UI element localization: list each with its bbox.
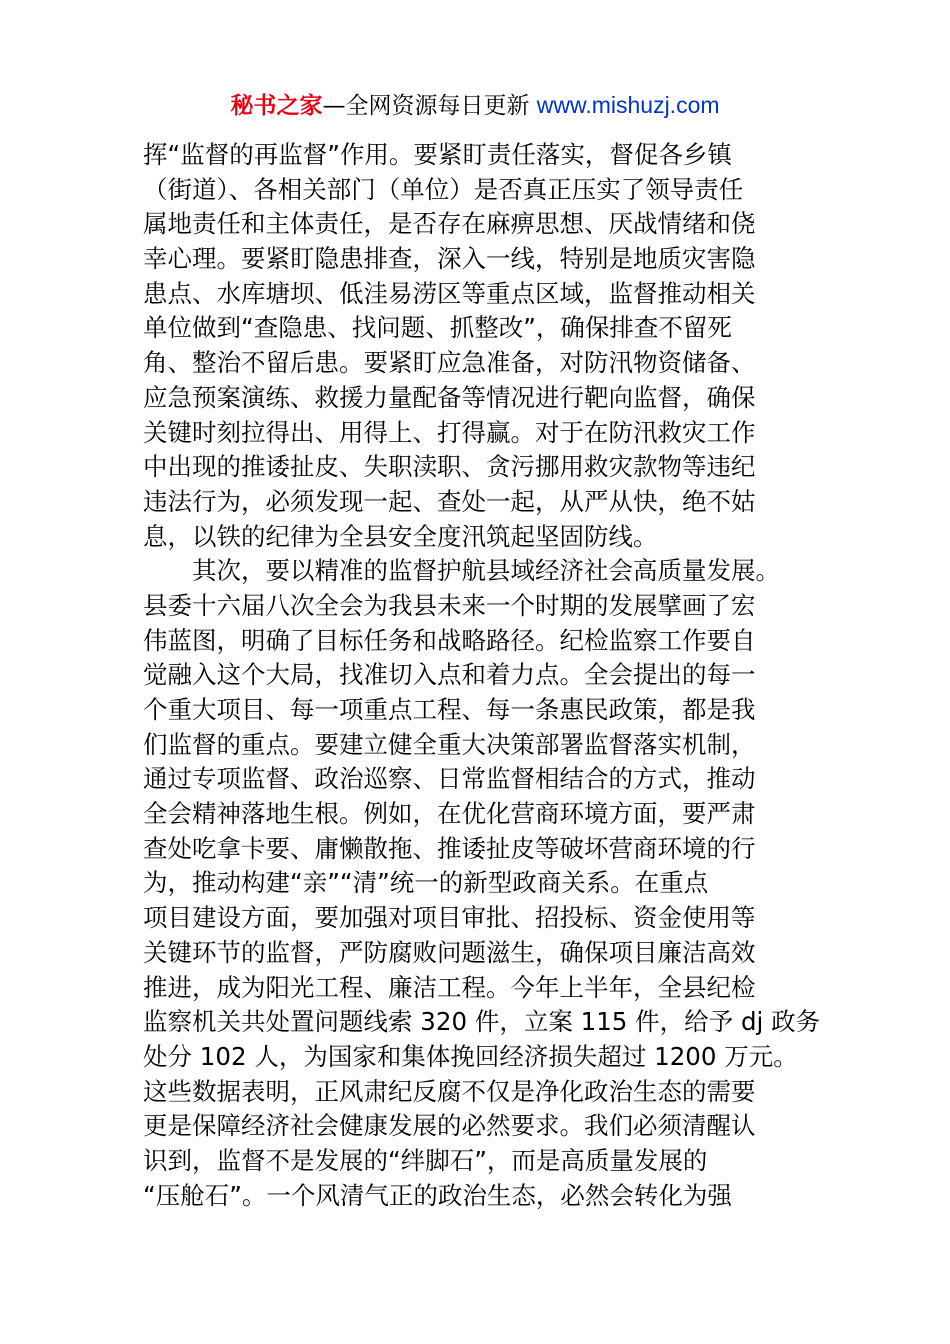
text-line: 更是保障经济社会健康发展的必然要求。我们必须清醒认 xyxy=(143,1111,756,1141)
text-line: 这些数据表明，正风肃纪反腐不仅是净化政治生态的需要 xyxy=(143,1076,756,1106)
text-line: “压舱石”。一个风清气正的政治生态，必然会转化为强 xyxy=(143,1180,732,1210)
text-line: 违法行为，必须发现一起、查处一起，从严从快，绝不姑 xyxy=(143,486,756,516)
text-line: 患点、水库塘坝、低洼易涝区等重点区域，监督推动相关 xyxy=(143,278,756,308)
text-line: 项目建设方面，要加强对项目审批、招投标、资金使用等 xyxy=(143,903,756,933)
text-line: 全会精神落地生根。例如，在优化营商环境方面，要严肃 xyxy=(143,799,756,829)
text-line: 推进，成为阳光工程、廉洁工程。今年上半年，全县纪检 xyxy=(143,972,756,1002)
text-line: 角、整治不留后患。要紧盯应急准备，对防汛物资储备、 xyxy=(143,348,756,378)
site-header xyxy=(0,88,950,123)
text-line: 属地责任和主体责任，是否存在麻痹思想、厌战情绪和侥 xyxy=(143,209,756,239)
text-line: 关键时刻拉得出、用得上、打得赢。对于在防汛救灾工作 xyxy=(143,417,756,447)
text-line: （街道）、各相关部门（单位）是否真正压实了领导责任 xyxy=(143,174,744,204)
text-line: 通过专项监督、政治巡察、日常监督相结合的方式，推动 xyxy=(143,764,756,794)
document-body xyxy=(143,138,821,1213)
text-line: 挥“监督的再监督”作用。要紧盯责任落实，督促各乡镇 xyxy=(143,140,732,169)
text-line: 监察机关共处置问题线索 320 件，立案 115 件，给予 dj 政务 xyxy=(143,1007,821,1037)
text-line: 个重大项目、每一项重点工程、每一条惠民政策，都是我 xyxy=(143,695,756,724)
text-line: 们监督的重点。要建立健全重大决策部署监督落实机制， xyxy=(143,729,756,759)
text-line: 关键环节的监督，严防腐败问题滋生，确保项目廉洁高效 xyxy=(143,937,756,967)
text-line: 息，以铁的纪律为全县安全度汛筑起坚固防线。 xyxy=(143,521,658,551)
brand-name: 秘书之家 xyxy=(230,93,323,119)
text-line: 单位做到“查隐患、找问题、抓整改”，确保排查不留死 xyxy=(143,313,732,343)
site-url-link[interactable]: www.mishuzj.com xyxy=(536,92,720,118)
text-line: 县委十六届八次全会为我县未来一个时期的发展擘画了宏 xyxy=(143,590,756,620)
header-tagline: —全网资源每日更新 xyxy=(322,93,537,119)
text-line: 应急预案演练、救援力量配备等情况进行靶向监督，确保 xyxy=(143,382,756,412)
text-line: 幸心理。要紧盯隐患排查，深入一线，特别是地质灾害隐 xyxy=(143,244,756,274)
text-line: 查处吃拿卡要、庸懒散拖、推诿扯皮等破坏营商环境的行 xyxy=(143,833,756,863)
text-line: 觉融入这个大局，找准切入点和着力点。全会提出的每一 xyxy=(143,660,756,690)
text-line: 中出现的推诿扯皮、失职渎职、贪污挪用救灾款物等违纪 xyxy=(143,452,756,482)
text-line: 处分 102 人，为国家和集体挽回经济损失超过 1200 万元。 xyxy=(143,1041,798,1071)
paragraph-first-line: 其次，要以精准的监督护航县域经济社会高质量发展。 xyxy=(143,556,780,586)
text-line: 伟蓝图，明确了目标任务和战略路径。纪检监察工作要自 xyxy=(143,625,756,655)
text-line: 识到，监督不是发展的“绊脚石”，而是高质量发展的 xyxy=(143,1145,708,1175)
text-line: 为，推动构建“亲”“清”统一的新型政商关系。在重点 xyxy=(143,868,709,898)
